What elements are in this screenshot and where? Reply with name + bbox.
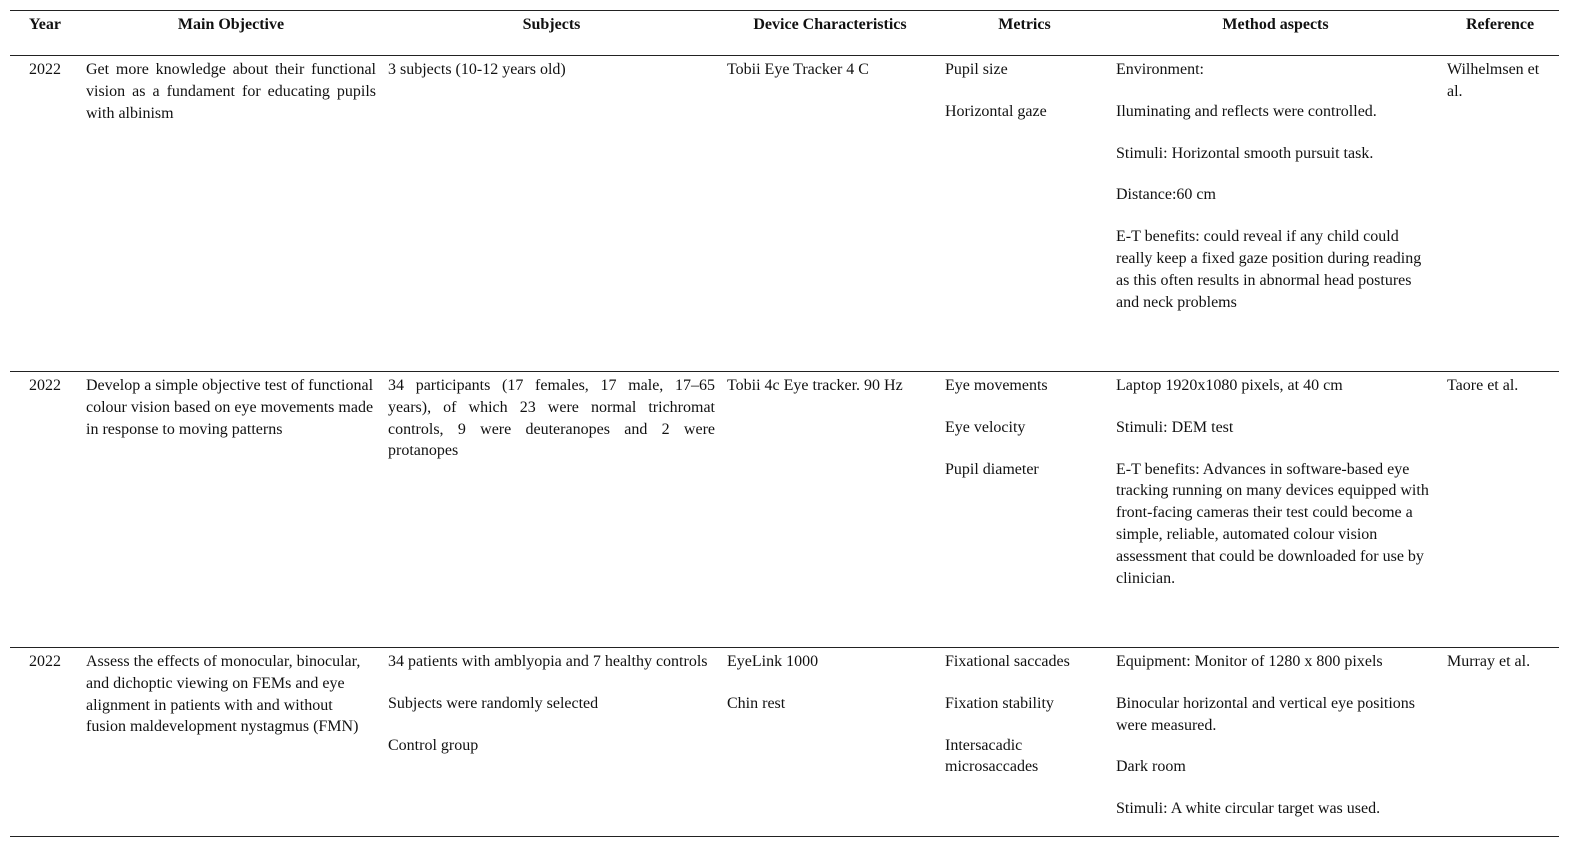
- method-line: Dark room: [1116, 758, 1186, 776]
- method-line: Environment:: [1116, 61, 1204, 78]
- metric-line: Fixational saccades: [945, 653, 1070, 670]
- method-line: Stimuli: DEM test: [1116, 418, 1234, 436]
- device-line: Tobii Eye Tracker 4 C: [727, 61, 869, 78]
- header-method-aspects: Method aspects: [1222, 16, 1329, 33]
- method-line: Iluminating and reflects were controlled.: [1116, 102, 1377, 120]
- subjects-line: 34 participants (17 females, 17 male, 17–65 years), of which 23 were normal trichromat controls, 9 were deuteranopes and 2 were protanopes: [388, 377, 715, 460]
- metric-line: Fixation stability: [945, 694, 1054, 712]
- header-subjects: Subjects: [522, 16, 581, 33]
- cell-year: 2022: [29, 653, 61, 670]
- subjects-line: 34 patients with amblyopia and 7 healthy controls: [388, 653, 708, 670]
- method-line: Distance:60 cm: [1116, 186, 1216, 204]
- cell-method: [1110, 56, 1441, 372]
- metric-line: Intersacadic microsaccades: [945, 736, 1039, 776]
- method-line: Laptop 1920x1080 pixels, at 40 cm: [1116, 377, 1343, 394]
- cell-method: [1110, 372, 1441, 648]
- subjects-line: Subjects were randomly selected: [388, 694, 599, 712]
- cell-metrics: [939, 648, 1110, 837]
- cell-subjects: [382, 56, 721, 372]
- metric-line: Pupil diameter: [945, 460, 1039, 478]
- header-reference: Reference: [1465, 16, 1535, 33]
- method-line: E-T benefits: could reveal if any child could really keep a fixed gaze position during reading as this often results in abnormal head postures and neck problems: [1116, 228, 1422, 311]
- cell-objective: Assess the effects of monocular, binocular, and dichoptic viewing on FEMs and eye alignment in patients with and without fusion maldevelopment nystagmus (FMN): [86, 653, 361, 736]
- method-line: Stimuli: A white circular target was used.: [1116, 800, 1381, 818]
- metric-line: Eye velocity: [945, 418, 1026, 436]
- cell-reference: Wilhelmsen et al.: [1447, 61, 1540, 100]
- cell-device: [721, 56, 939, 372]
- method-line: Equipment: Monitor of 1280 x 800 pixels: [1116, 653, 1383, 670]
- subjects-line: Control group: [388, 736, 479, 754]
- header-main-objective: Main Objective: [177, 16, 285, 33]
- table-row: [10, 372, 1559, 648]
- header-device-characteristics: Device Characteristics: [753, 16, 907, 33]
- subjects-line: 3 subjects (10-12 years old): [388, 61, 566, 78]
- cell-year: 2022: [29, 61, 61, 78]
- studies-table: [10, 10, 1559, 837]
- cell-device: [721, 372, 939, 648]
- cell-objective: Develop a simple objective test of functional colour vision based on eye movements made in response to moving patterns: [86, 377, 374, 438]
- method-line: Binocular horizontal and vertical eye positions were measured.: [1116, 694, 1416, 734]
- metric-line: Pupil size: [945, 61, 1008, 78]
- table-row: [10, 56, 1559, 372]
- header-year: Year: [29, 16, 61, 33]
- cell-reference: Taore et al.: [1447, 377, 1519, 394]
- cell-objective: Get more knowledge about their functional vision as a fundament for educating pupils with albinism: [86, 61, 376, 122]
- header-metrics: Metrics: [998, 16, 1051, 33]
- cell-subjects: [382, 648, 721, 837]
- method-line: E-T benefits: Advances in software-based eye tracking running on many devices equipped with front-facing cameras their test could become a simple, reliable, automated colour vision assessment that could be downloaded for use by clinician.: [1116, 460, 1429, 587]
- method-line: Stimuli: Horizontal smooth pursuit task.: [1116, 144, 1374, 162]
- cell-metrics: [939, 56, 1110, 372]
- cell-method: [1110, 648, 1441, 837]
- header-row: [10, 11, 1559, 56]
- cell-device: [721, 648, 939, 837]
- cell-subjects: [382, 372, 721, 648]
- device-line: EyeLink 1000: [727, 653, 819, 670]
- cell-reference: Murray et al.: [1447, 653, 1531, 670]
- table-row: [10, 648, 1559, 837]
- device-line: Chin rest: [727, 694, 786, 712]
- cell-year: 2022: [29, 377, 61, 394]
- metric-line: Horizontal gaze: [945, 102, 1047, 120]
- device-line: Tobii 4c Eye tracker. 90 Hz: [727, 377, 903, 394]
- studies-table-container: [10, 10, 1559, 837]
- cell-metrics: [939, 372, 1110, 648]
- metric-line: Eye movements: [945, 377, 1048, 394]
